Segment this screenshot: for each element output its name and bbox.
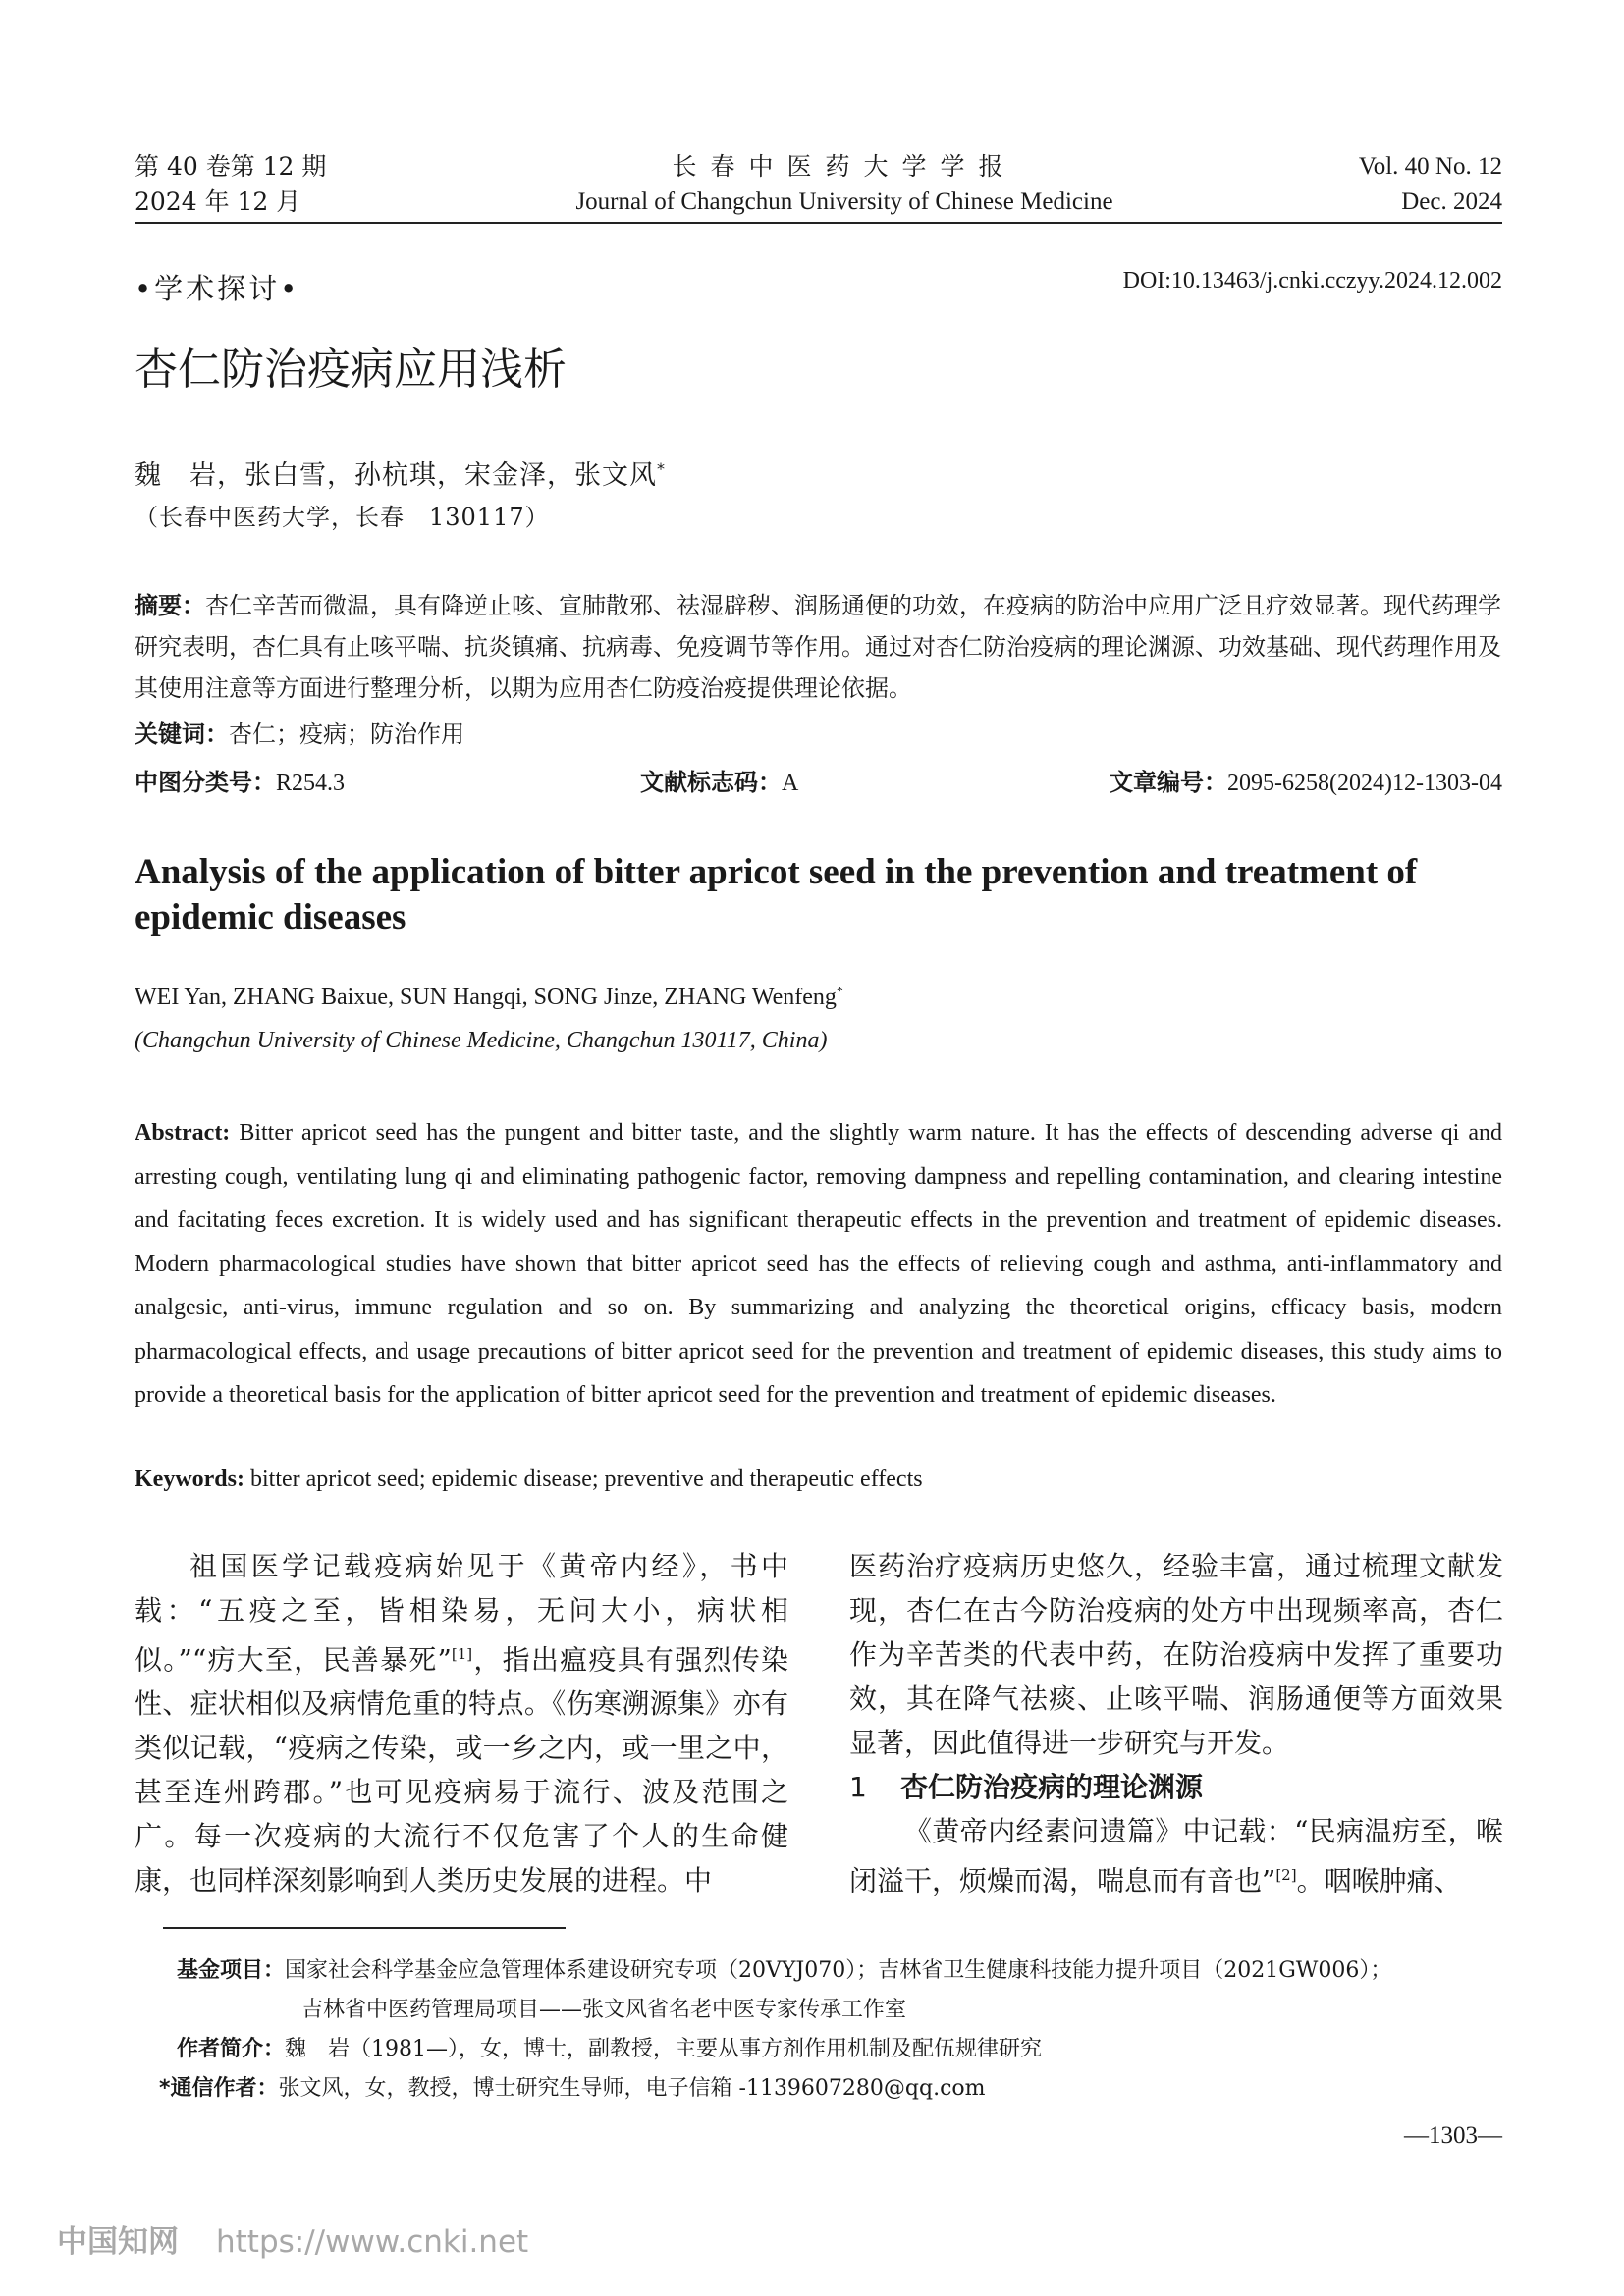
column-tag: •学术探讨• [135,272,300,305]
keywords-en-text: bitter apricot seed; epidemic disease; preventive and therapeutic effects [244,1467,923,1492]
abstract-cn-label: 摘要： [135,592,205,619]
header-date-en: Dec. 2024 [1401,188,1502,215]
body-text: 。咽喉肿痛、 [1296,1864,1462,1897]
watermark-url[interactable]: https://www.cnki.net [216,2224,529,2260]
article-value: 2095-6258(2024)12-1303-04 [1227,771,1502,796]
journal-name-en: Journal of Changchun University of Chinese Medicine [575,188,1113,215]
abstract-en [135,1111,1502,1417]
fund-label: 基金项目： [177,1958,286,1983]
doc-value: A [782,771,799,796]
citation-ref[interactable]: [2] [1275,1866,1297,1884]
header-date: 2024 年 12 月 [135,187,301,216]
section-title: 杏仁防治疫病的理论渊源 [900,1771,1204,1803]
authors-en [135,985,1502,1011]
watermark [57,2216,528,2261]
corresponding-mark-en: * [836,985,843,999]
header-volume-issue [135,149,326,220]
authors-en-names: WEI Yan, ZHANG Baixue, SUN Hangqi, SONG Jinze, ZHANG Wenfeng [135,985,837,1010]
body-paragraph [849,1809,1503,1902]
article-label: 文章编号： [1110,769,1228,796]
keywords-en [135,1467,1502,1493]
header-volume-en [1359,149,1502,220]
fund-text: 国家社会科学基金应急管理体系建设研究专项（20VYJ070）；吉林省卫生健康科技能力提升项目（2021GW006）； [285,1958,1392,1983]
body-text: ，指出瘟疫具有强烈传染性、症状相似及病情危重的特点。《伤寒溯源集》亦有类似记载，“疫病之传染，或一乡之内，或一里之中，甚至连州跨郡。”也可见疫病易于流行、波及范围之广。每一次疫病的大流行不仅危害了个人的生命健康，也同样深刻影响到人类历史发展的进程。中 [135,1643,788,1897]
header-volume: 第 40 卷第 12 期 [135,152,327,181]
clc-label: 中图分类号： [135,769,276,796]
footnote-fund-cont: 吉林省中医药管理局项目——张文风省名老中医专家传承工作室 [301,1998,907,2022]
corresponding-mark-cn: * [657,459,666,478]
author-label: 作者简介： [177,2037,286,2061]
corr-text: 张文风，女，教授，博士研究生导师，电子信箱 -1139607280@qq.com [278,2076,986,2101]
footnote-author [177,2030,1512,2069]
citation-ref[interactable]: [1] [451,1645,473,1663]
section-heading [849,1765,1503,1809]
author-text: 魏 岩（1981—），女，博士，副教授，主要从事方剂作用机制及配伍规律研究 [285,2037,1043,2061]
keywords-cn-text: 杏仁；疫病；防治作用 [229,721,464,748]
header-journal [530,149,1159,220]
footnote-rule [163,1927,566,1929]
authors-cn-names: 魏 岩，张白雪，孙杭琪，宋金泽，张文风 [135,460,657,491]
section-number: 1 [849,1771,867,1803]
abstract-en-text: Bitter apricot seed has the pungent and bitter taste, and the slightly warm nature. It has the effects of descending adverse qi and arresting cough, ventilating lung qi and eliminating pathogenic factor, removing dampness and repelling contamination, and clearing intestine and facitating feces excretion. It is widely used and has significant therapeutic effects in the prevention and treatment of epidemic diseases. Modern pharmacological studies have shown that bitter apricot seed has the effects of relieving cough and asthma, anti-inflammatory and analgesic, anti-virus, immune regulation and so on. By summarizing and analyzing the theoretical origins, efficacy basis, modern pharmacological effects, and usage precautions of bitter apricot seed for the prevention and treatment of epidemic diseases, this study aims to provide a theoretical basis for the application of bitter apricot seed for the prevention and treatment of epidemic diseases. [135,1120,1502,1408]
body-paragraph: 医药治疗疫病历史悠久，经验丰富，通过梳理文献发现，杏仁在古今防治疫病的处方中出现频率高，杏仁作为辛苦类的代表中药，在防治疫病中发挥了重要功效，其在降气祛痰、止咳平喘、润肠通便等方面效果显著，因此值得进一步研究与开发。 [849,1550,1503,1759]
body-text: 祖国医学记载疫病始见于《黄帝内经》，书中载：“五疫之至，皆相染易，无问大小，病状相似。”“疠大至，民善暴死” [135,1550,788,1677]
keywords-en-label: Keywords: [135,1467,244,1492]
article-number [1110,763,1502,797]
body-column-right [849,1544,1503,1902]
body-paragraph [135,1544,788,1902]
body-text: 《黄帝内经素问遗篇》中记载：“民病温疠至，喉闭溢干，烦燥而渴，喘息而有音也” [849,1815,1503,1897]
header-vol-en: Vol. 40 No. 12 [1358,153,1502,180]
classification-row [135,763,1502,796]
abstract-cn [135,585,1502,709]
abstract-en-label: Abstract: [135,1120,231,1146]
abstract-cn-text: 杏仁辛苦而微温，具有降逆止咳、宣肺散邪、祛湿辟秽、润肠通便的功效，在疫病的防治中应用广泛且疗效显著。现代药理学研究表明，杏仁具有止咳平喘、抗炎镇痛、抗病毒、免疫调节等作用。通过对杏仁防治疫病的理论渊源、功效基础、现代药理作用及其使用注意等方面进行整理分析，以期为应用杏仁防疫治疫提供理论依据。 [135,592,1501,702]
watermark-brand: 中国知网 [57,2224,179,2260]
journal-name-cn: 长春中医药大学学报 [672,152,1017,181]
clc-number [135,763,345,797]
page-number: —1303— [1404,2122,1502,2149]
keywords-cn-label: 关键词： [135,721,229,748]
body-column-left [135,1544,788,1902]
footnote-correspondence [159,2069,1494,2109]
header-rule [135,222,1502,224]
keywords-cn [135,715,1502,749]
footnote-fund [177,1951,1512,1991]
authors-cn [135,454,666,492]
corr-label: *通信作者： [159,2076,279,2101]
clc-value: R254.3 [276,771,346,796]
doi[interactable]: DOI:10.13463/j.cnki.cczyy.2024.12.002 [1122,268,1502,294]
doc-label: 文献标志码： [640,769,782,796]
page-title-en: Analysis of the application of bitter apricot seed in the prevention and treatment of epidemic diseases [135,852,1418,937]
affiliation-cn: （长春中医药大学，长春 130117） [135,504,550,531]
affiliation-en: (Changchun University of Chinese Medicine, Changchun 130117, China) [135,1028,828,1053]
page-title-cn: 杏仁防治疫病应用浅析 [135,345,567,395]
doc-code [640,763,798,797]
